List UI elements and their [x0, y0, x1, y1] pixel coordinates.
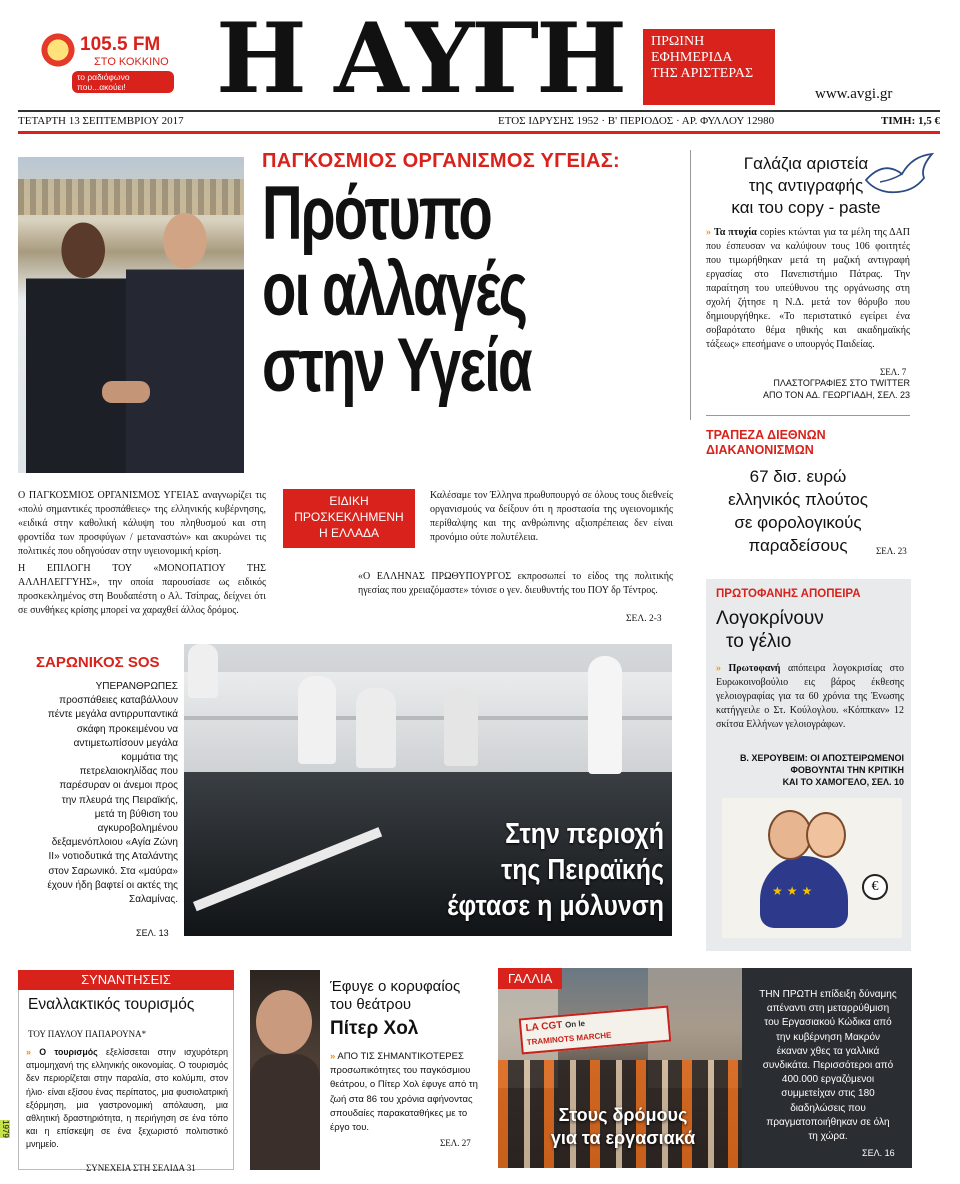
headline-line: Στους δρόμους [558, 1105, 688, 1125]
body-line: αγκυροβολημένου [97, 823, 178, 835]
headline-line: Γαλάζια αριστεία [743, 154, 869, 173]
lead-kicker: ΠΑΓΚΟΣΜΙΟΣ ΟΡΓΑΝΙΣΜΟΣ ΥΓΕΙΑΣ: [262, 150, 620, 172]
body-line: συμμετείχαν στις 180 [781, 1088, 875, 1100]
body-line: παρέσυραν οι άνεμοι προς [59, 780, 178, 792]
headline-line: Έφυγε ο κορυφαίος [330, 978, 461, 995]
handshake [102, 381, 150, 403]
body-line: απέναντι στη μεταρρύθμιση [766, 1003, 890, 1015]
lead-quote: «Ο ΕΛΛΗΝΑΣ ΠΡΩΘΥΠΟΥΡΓΟΣ εκπροσωπεί το είδος της πολιτικής ηγεσίας που χρειαζόμαστε» τόνισε ο γεν. διευθυντής του ΠΟΥ δρ Τέντρος. [358, 571, 673, 596]
arrow-icon: » [706, 227, 711, 238]
worker-figure [298, 676, 336, 764]
tourism-kicker: ΣΥΝΑΝΤΗΣΕΙΣ [18, 970, 234, 990]
body-line: ΥΠΕΡΑΝΘΡΩΠΕΣ [95, 681, 178, 692]
body-line: πραγματοποιήθηκαν σε όλη [766, 1116, 890, 1128]
column-divider [690, 150, 691, 420]
bank-kicker [706, 428, 826, 458]
body-line: πετρελαιοκηλίδας που [79, 766, 178, 778]
lead-headline [262, 171, 573, 408]
issue-number: ΕΤΟΣ ΙΔΡΥΣΗΣ 1952 · Β' ΠΕΡΙΟΔΟΣ · ΑΡ. ΦΥΛΛΟΥ 12980 [498, 115, 775, 127]
saronikos-page-ref: ΣΕΛ. 13 [136, 928, 169, 938]
radio-name: ΣΤΟ ΚΟΚΚΙΝΟ [94, 56, 169, 68]
worker-figure [444, 688, 478, 766]
copy-page-ref: ΣΕΛ. 7 [880, 367, 907, 377]
saronikos-headline [420, 816, 664, 924]
banner-text: TRAMINOTS MARCHE [526, 1030, 612, 1047]
radio-ad [34, 30, 174, 92]
issue-date: ΤΕΤΑΡΤΗ 13 ΣΕΠΤΕΜΒΡΙΟΥ 2017 [18, 115, 184, 127]
body-line: μετά τη βύθιση του [94, 808, 178, 820]
lead-photo [18, 157, 244, 473]
person-left [26, 217, 136, 473]
person-right [126, 209, 244, 473]
cartoon-stars: ★★★ [772, 884, 817, 898]
tourism-headline: Εναλλακτικός τουρισμός [28, 996, 195, 1013]
arrow-icon: » [330, 1051, 336, 1062]
lead-page-ref: ΣΕΛ. 2-3 [626, 614, 662, 624]
bank-page-ref: ΣΕΛ. 23 [876, 546, 907, 556]
hall-page-ref: ΣΕΛ. 27 [440, 1138, 471, 1148]
tourism-continued: ΣΥΝΕΧΕΙΑ ΣΤΗ ΣΕΛΙΔΑ 31 [86, 1163, 196, 1173]
body-line: σκάφη προκειμένου να [76, 723, 178, 735]
lead-column-1 [18, 489, 266, 618]
body-line: ΙΙ» νοτιοδυτικά της Αταλάντης [48, 851, 178, 863]
dove-icon [862, 150, 936, 198]
arrow-icon: » [26, 1047, 31, 1057]
radio-slogan: το ραδιόφωνο που...ακούει! [72, 71, 174, 93]
hall-face [256, 990, 312, 1054]
france-body [748, 988, 908, 1144]
france-page-ref: ΣΕΛ. 16 [862, 1148, 895, 1158]
body-line: έκαναν χθες τα γαλλικά [776, 1045, 880, 1057]
headline-line: του θεάτρου [330, 996, 412, 1013]
banner-text: LA CGT [525, 1019, 563, 1035]
badge-line: ΕΙΔΙΚΗ [329, 494, 369, 508]
hall-body-text [330, 1050, 482, 1135]
radio-frequency: 105.5 FM [80, 34, 161, 55]
worker-figure [188, 644, 218, 698]
headline-line: το γέλιο [726, 631, 792, 652]
masthead-tagline [643, 29, 775, 105]
body-line: την κυβέρνηση Μακρόν [775, 1031, 881, 1043]
body-line: αντιμετωπίσουν μεγάλα [73, 737, 178, 749]
saronikos-body [18, 680, 178, 907]
masthead-rule [18, 110, 940, 112]
body-line: του Εργασιακού Κώδικα από [764, 1017, 892, 1029]
price: ΤΙΜΗ: 1,5 € [881, 115, 940, 127]
copy-related [706, 377, 910, 401]
tourism-byline: ΤΟΥ ΠΑΥΛΟΥ ΠΑΠΑΡΟΥΝΑ* [28, 1029, 147, 1039]
lightbulb-icon [38, 32, 78, 72]
censor-lead: Πρωτοφανή [728, 663, 781, 674]
kicker-line: ΔΙΑΚΑΝΟΝΙΣΜΩΝ [706, 443, 814, 457]
copy-lead: Τα πτυχία [713, 227, 757, 238]
lead-paragraph: Η ΕΠΙΛΟΓΗ ΤΟΥ «ΜΟΝΟΠΑΤΙΟΥ ΤΗΣ ΑΛΛΗΛΕΓΓΥΗΣ», την οποία παρουσίασε ως ειδικός προσκεκλημένος στη Βουδαπέστη ο Αλ. Τσίπρας, δείχνει ότι σε συνθήκες κρίσης μπορεί να χαραχθεί άλλος δρόμος. [18, 563, 266, 616]
worker-figure [356, 688, 396, 768]
headline-line: ελληνικός πλούτος [728, 490, 868, 509]
badge-line: Η ΕΛΛΑΔΑ [318, 526, 380, 540]
cartoon [722, 798, 902, 938]
censor-related [716, 752, 904, 788]
cartoon-figure-head [806, 812, 846, 858]
badge-line: ΠΡΟΣΚΕΚΛΗΜΕΝΗ [294, 510, 404, 524]
body-line: στον Σαρωνικό. Στα «μαύρα» [48, 865, 178, 877]
body-line: πέντε μεγάλα αντιρρυπαντικά [47, 709, 178, 721]
hall-body [250, 1054, 320, 1170]
tourism-lead: Ο τουρισμός [39, 1047, 98, 1057]
headline-line: στην Υγεία [262, 323, 531, 408]
copy-body [706, 226, 910, 352]
worker-figure [588, 656, 622, 774]
censor-kicker: ΠΡΩΤΟΦΑΝΗΣ ΑΠΟΠΕΙΡΑ [716, 588, 861, 600]
censor-text: απόπειρα λογοκρισίας στο Ευρωκοινοβούλιο εις βάρος έκθεσης γελοιογραφίας για τα 60 χρόνια της Ένωσης κατήγγειλε ο Στ. Κούλογλου. «Κόππκαν» 12 σκίτσα Ελλήνων γελοιογράφων. [716, 663, 905, 730]
headline-line: για τα εργασιακά [550, 1128, 696, 1148]
masthead-title: Η ΑΥΓΗ [216, 2, 624, 115]
hall-name: Πίτερ Χολ [330, 1018, 419, 1039]
body-line: έχουν ήδη βαφτεί οι ακτές της [47, 879, 178, 891]
body-line: δεξαμενόπλοιου «Αγία Ζώνη [51, 837, 178, 849]
france-kicker: ΓΑΛΛΙΑ [498, 968, 562, 989]
headline-line: της Πειραϊκής [501, 854, 664, 886]
headline-line: Στην περιοχή [505, 818, 664, 850]
body-line: τη χώρα. [808, 1131, 848, 1143]
lead-column-2 [430, 489, 673, 559]
related-line: ΠΛΑΣΤΟΓΡΑΦΙΕΣ ΣΤΟ TWITTER [773, 378, 910, 388]
headline-line: οι αλλαγές [262, 247, 527, 332]
related-line: ΦΟΒΟΥΝΤΑΙ ΤΗΝ ΚΡΙΤΙΚΗ [790, 765, 904, 775]
france-headline [508, 1104, 738, 1150]
headline-line: Πρότυπο [262, 171, 491, 256]
headline-line: Λογοκρίνουν [716, 608, 824, 629]
related-line: Β. ΧΕΡΟΥΒΕΙΜ: ΟΙ ΑΠΟΣΤΕΙΡΩΜΕΝΟΙ [739, 753, 904, 763]
section-rule [706, 415, 910, 416]
body-line: διαδηλώσεις που [790, 1102, 866, 1114]
special-guest-badge [283, 489, 415, 548]
euro-coin-icon: € [862, 874, 888, 900]
side-note: 1979 [1, 1120, 10, 1138]
related-line: ΚΑΙ ΤΟ ΧΑΜΟΓΕΛΟ, ΣΕΛ. 10 [782, 777, 904, 787]
tagline-line: ΕΦΗΜΕΡΙΔΑ [651, 50, 733, 65]
bank-headline [706, 465, 890, 557]
tagline-line: ΠΡΩΙΝΗ [651, 34, 705, 49]
banner-text: On le [564, 1018, 586, 1030]
copy-text: copies κτώνται για τα μέλη της ΔΑΠ που έσπευσαν να καλύψουν τους 106 φοιτητές που τιμωρήθηκαν μετά τη μαζική αντιγραφή εργασίας στο Πανεπιστήμιο Πάτρας. Την παραίτηση του υπεύθυνου της οργάνωσης στη σχολή ζήτησε η Ν.Δ. μετά τον θόρυβο που δημιουργήθηκε. «Το περιστατικό εγείρει ένα σοβαρότατο θέμα ηθικής και ακαδημαϊκής τάξεως» επεσήμανε ο υπουργός Παιδείας. [706, 227, 911, 350]
body-line: ΤΗΝ ΠΡΩΤΗ επίδειξη δύναμης [759, 989, 897, 1000]
related-line: ΑΠΟ ΤΟΝ ΑΔ. ΓΕΩΡΓΙΑΔΗ, ΣΕΛ. 23 [763, 390, 910, 400]
headline-line: σε φορολογικούς [734, 513, 862, 532]
body-line: Σαλαμίνας. [129, 894, 178, 906]
body-line: κομμάτια της [121, 752, 178, 764]
dateline-rule [18, 131, 940, 134]
website[interactable]: www.avgi.gr [815, 86, 893, 102]
kicker-line: ΤΡΑΠΕΖΑ ΔΙΕΘΝΩΝ [706, 428, 826, 442]
body-line: 400.000 εργαζόμενοι [781, 1074, 875, 1086]
hall-text: ΑΠΟ ΤΙΣ ΣΗΜΑΝΤΙΚΟΤΕΡΕΣ προσωπικότητες του παγκόσμιου θεάτρου, ο Πίτερ Χολ έφυγε από τη ζωή στα 86 του χρόνια αφήνοντας σπουδαίες παρακαταθήκες με το έργο του. [330, 1051, 478, 1134]
lead-paragraph: Καλέσαμε τον Έλληνα πρωθυπουργό σε όλους τους διεθνείς οργανισμούς να δείξουν ότι η προστασία της υγειονομικής περίθαλψης και της ανθρώπινης αξιοπρέπειας δεν είναι προνόμιο ούτε πολυτέλεια. [430, 490, 673, 543]
hall-photo [250, 970, 320, 1170]
headline-line: έφτασε η μόλυνση [447, 890, 664, 922]
saronikos-kicker: ΣΑΡΩΝΙΚΟΣ SOS [36, 654, 160, 671]
hall-headline [330, 978, 460, 1014]
lead-paragraph: Ο ΠΑΓΚΟΣΜΙΟΣ ΟΡΓΑΝΙΣΜΟΣ ΥΓΕΙΑΣ αναγνωρίζει τις «πολύ σημαντικές προσπάθειες» της ελληνικής κυβέρνησης, «ειδικά στην καθολική κάλυψη του πληθυσμού και στη φροντίδα των προσφύγων / μεταναστών» και ακυρώνει τις πολιτικές που οδηγούσαν στην υγειονομική κρίση. [18, 490, 266, 557]
dateline [18, 113, 940, 131]
headline-line: της αντιγραφής [748, 176, 864, 195]
tourism-body [26, 1046, 228, 1152]
censor-body [716, 662, 904, 732]
headline-line: παραδείσους [748, 536, 848, 555]
headline-line: και του copy - paste [731, 198, 881, 217]
tourism-text: εξελίσσεται στην ισχυρότερη ατμομηχανή της ελληνικής οικονομίας. Ο τουρισμός δεν περιορίζεται στην παραλία, στο κολύμπι, στον ήλιο· είναι εξίσου ένας περίπατος, μια φυσιολατρική εξόρμηση, μια γαστρονομική απόλαυση, μια αθλητική δραστηριότητα, η περιήγηση σε ένα τόπο και η επίσκεψη σε ένα ξεχωριστό πολιτιστικό μνημείο. [26, 1047, 228, 1150]
censor-headline [716, 607, 824, 653]
headline-line: 67 δισ. ευρώ [749, 467, 847, 486]
tagline-line: ΤΗΣ ΑΡΙΣΤΕΡΑΣ [651, 66, 754, 81]
body-line: συνδικάτα. Περισσότεροι από [762, 1060, 894, 1072]
body-line: την πλευρά της Πειραϊκής, [61, 794, 178, 806]
arrow-icon: » [716, 663, 721, 674]
body-line: προσπάθειες καταβάλλουν [59, 695, 178, 707]
